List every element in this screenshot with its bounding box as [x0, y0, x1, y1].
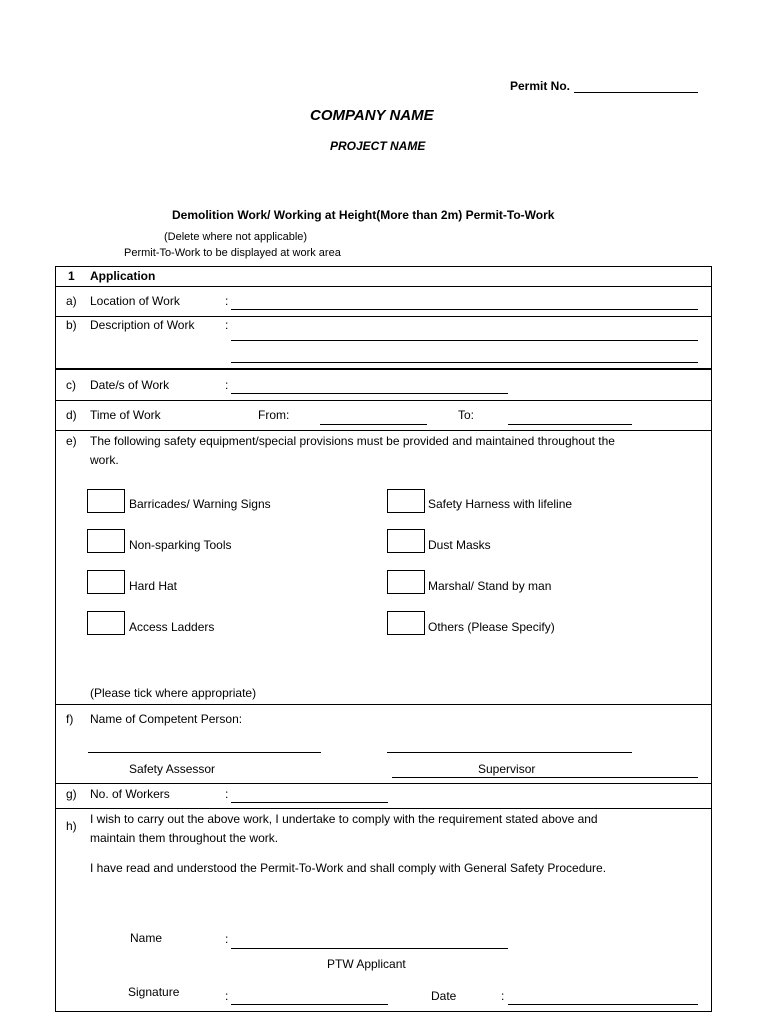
ptw-applicant-label: PTW Applicant: [327, 957, 406, 971]
workers-field[interactable]: [231, 802, 388, 803]
applicant-name-label: Name: [130, 931, 163, 945]
safety-assessor-field[interactable]: [88, 752, 321, 753]
row-divider: [55, 368, 711, 370]
dates-field[interactable]: [231, 393, 508, 394]
tick-note: (Please tick where appropriate): [90, 686, 257, 700]
date-field[interactable]: [508, 1004, 698, 1005]
others-label: Others (Please Specify): [428, 620, 555, 634]
barricades-checkbox[interactable]: [87, 489, 125, 513]
description-colon: :: [225, 318, 229, 332]
row-letter-a: a): [66, 294, 77, 308]
permit-no-field[interactable]: [574, 92, 698, 93]
time-from-field[interactable]: [320, 424, 427, 425]
row-divider: [55, 704, 711, 705]
applicant-name-colon: :: [225, 932, 229, 946]
equipment-text-line-2: work.: [90, 453, 119, 467]
location-colon: :: [225, 294, 229, 308]
permit-no-label: Permit No.: [510, 79, 571, 93]
applicant-name-field[interactable]: [231, 948, 508, 949]
description-field-line-1[interactable]: [231, 340, 698, 341]
undertaking-line-2: maintain them throughout the work.: [90, 831, 279, 845]
row-divider: [55, 808, 711, 809]
signature-field[interactable]: [231, 1004, 388, 1005]
marshal-label: Marshal/ Stand by man: [428, 579, 552, 593]
undertaking-line-1: I wish to carry out the above work, I undertake to comply with the requirement stated above and: [90, 812, 598, 826]
access-ladders-checkbox[interactable]: [87, 611, 125, 635]
supervisor-field[interactable]: [387, 752, 632, 753]
row-divider: [55, 783, 711, 784]
row-letter-b: b): [66, 318, 77, 332]
time-label: Time of Work: [90, 408, 161, 422]
safety-assessor-label: Safety Assessor: [129, 762, 216, 776]
row-divider: [55, 286, 711, 287]
delete-note: (Delete where not applicable): [164, 231, 308, 243]
undertaking-line-3: I have read and understood the Permit-To-Work and shall comply with General Safety Procedure.: [90, 861, 607, 875]
location-label: Location of Work: [90, 294, 180, 308]
others-checkbox[interactable]: [387, 611, 425, 635]
dust-masks-checkbox[interactable]: [387, 529, 425, 553]
section-title: Application: [90, 269, 156, 283]
row-divider: [55, 400, 711, 401]
dates-label: Date/s of Work: [90, 378, 170, 392]
safety-harness-label: Safety Harness with lifeline: [428, 497, 573, 511]
competent-person-label: Name of Competent Person:: [90, 712, 243, 726]
non-sparking-tools-checkbox[interactable]: [87, 529, 125, 553]
time-to-label: To:: [458, 408, 475, 422]
row-letter-d: d): [66, 408, 77, 422]
location-field[interactable]: [231, 309, 698, 310]
description-field-line-2[interactable]: [231, 362, 698, 363]
dust-masks-label: Dust Masks: [428, 538, 491, 552]
non-sparking-tools-label: Non-sparking Tools: [129, 538, 232, 552]
signature-label: Signature: [128, 985, 180, 999]
display-note: Permit-To-Work to be displayed at work area: [124, 247, 341, 259]
safety-harness-checkbox[interactable]: [387, 489, 425, 513]
row-divider: [55, 316, 711, 317]
row-letter-e: e): [66, 434, 77, 448]
description-label: Description of Work: [90, 318, 195, 332]
dates-colon: :: [225, 378, 229, 392]
supervisor-label: Supervisor: [478, 762, 536, 776]
date-colon: :: [501, 989, 505, 1003]
marshal-checkbox[interactable]: [387, 570, 425, 594]
time-to-field[interactable]: [508, 424, 632, 425]
form-title: Demolition Work/ Working at Height(More than 2m) Permit-To-Work: [172, 208, 555, 222]
project-name: PROJECT NAME: [330, 139, 426, 153]
date-label: Date: [431, 989, 457, 1003]
row-letter-c: c): [66, 378, 76, 392]
time-from-label: From:: [258, 408, 290, 422]
hard-hat-label: Hard Hat: [129, 579, 178, 593]
hard-hat-checkbox[interactable]: [87, 570, 125, 594]
workers-colon: :: [225, 787, 229, 801]
access-ladders-label: Access Ladders: [129, 620, 215, 634]
row-letter-h: h): [66, 819, 77, 833]
row-letter-f: f): [66, 712, 74, 726]
workers-label: No. of Workers: [90, 787, 170, 801]
barricades-label: Barricades/ Warning Signs: [129, 497, 271, 511]
company-name: COMPANY NAME: [310, 107, 434, 124]
section-number: 1: [68, 269, 75, 283]
equipment-text-line-1: The following safety equipment/special provisions must be provided and maintained throughout the: [90, 434, 615, 448]
row-divider: [55, 430, 711, 431]
signature-colon: :: [225, 989, 229, 1003]
supervisor-underline: [392, 777, 698, 778]
row-letter-g: g): [66, 787, 77, 801]
